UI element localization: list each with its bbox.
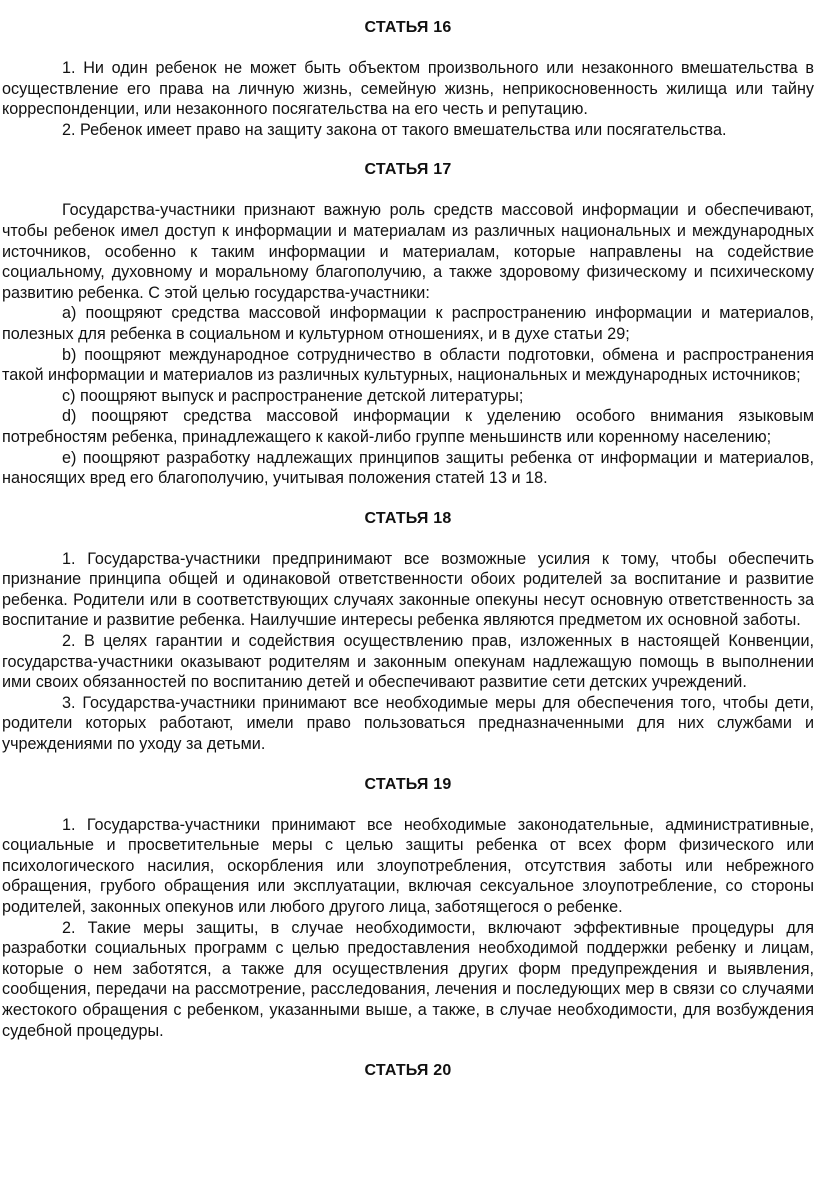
article-paragraph: 2. В целях гарантии и содействия осуществлению прав, изложенных в настоящей Конвенции, государства-участники оказывают родителям и законным опекунам надлежащую помощь в выполнении ими своих обязанностей по воспитанию детей и обеспечивают развитие сети детских учреждений. [2,632,814,692]
article-19 [2,775,814,1042]
article-paragraph: 2. Ребенок имеет право на защиту закона от такого вмешательства или посягательства. [62,120,727,139]
article-paragraph: 1. Государства-участники принимают все необходимые законодательные, административные, социальные и просветительные меры с целью защиты ребенка от всех форм физического или психологического насилия, оскорбления или злоупотребления, отсутствия заботы или небрежного обращения, грубого обращения или эксплуатации, включая сексуальное злоупотребление, со стороны родителей, законных опекунов или любого другого лица, заботящегося о ребенке. [2,815,814,916]
article-title: СТАТЬЯ 19 [364,775,452,793]
article-16 [2,18,814,140]
article-paragraph: 1. Государства-участники предпринимают все возможные усилия к тому, чтобы обеспечить признание принципа общей и одинаковой ответственности обоих родителей за воспитание и развитие ребенка. Родители или в соответствующих случаях законные опекуны несут основную ответственность за воспитание и развитие ребенка. Наилучшие интересы ребенка являются предметом их основной заботы. [2,549,814,630]
article-17 [2,160,814,488]
article-paragraph: d) поощряют средства массовой информации к уделению особого внимания языковым потребностям ребенка, принадлежащего к какой-либо группе меньшинств или коренному населению; [2,407,814,446]
article-20 [2,1061,814,1081]
article-title: СТАТЬЯ 16 [364,19,452,36]
article-paragraph: b) поощряют международное сотрудничество в области подготовки, обмена и распространения такой информации и материалов из различных культурных, национальных и международных источников; [2,345,814,385]
article-paragraph: a) поощряют средства массовой информации к распространению информации и материалов, полезных для ребенка в социальном и культурном отношениях, и в духе статьи 29; [2,304,814,343]
article-title: СТАТЬЯ 17 [364,161,452,179]
article-18 [2,509,814,755]
article-paragraph: 3. Государства-участники принимают все необходимые меры для обеспечения того, чтобы дети, родители которых работают, имели право пользоваться предназначенными для них службами и учреждениями по уходу за детьми. [2,693,814,754]
article-paragraph: 1. Ни один ребенок не может быть объектом произвольного или незаконного вмешательства в осуществление его права на личную жизнь, семейную жизнь, неприкосновенность жилища или тайну корреспонденции, или незаконного посягательства на его честь и репутацию. [2,59,814,119]
article-paragraph: Государства-участники признают важную роль средств массовой информации и обеспечивают, чтобы ребенок имел доступ к информации и материалам из различных национальных и международных источников, особенно к таким информации и материалам, которые направлены на содействие социальному, духовному и моральному благополучию, а также здоровому физическому и психическому развитию ребенка. С этой целью государства-участники: [2,201,814,302]
article-paragraph: 2. Такие меры защиты, в случае необходимости, включают эффективные процедуры для разработки социальных программ с целью предоставления необходимой поддержки ребенку и лицам, которые о нем заботятся, а также для осуществления других форм предупреждения и выявления, сообщения, передачи на рассмотрение, расследования, лечения и последующих мер в связи со случаями жестокого обращения с ребенком, указанными выше, а также, в случае необходимости, для возбуждения судебной процедуры. [2,918,814,1040]
article-title: СТАТЬЯ 18 [364,509,452,527]
article-paragraph: e) поощряют разработку надлежащих принципов защиты ребенка от информации и материалов, наносящих вред его благополучию, учитывая положения статей 13 и 18. [2,448,814,488]
article-paragraph: c) поощряют выпуск и распространение детской литературы; [62,386,524,405]
article-title: СТАТЬЯ 20 [364,1062,452,1080]
